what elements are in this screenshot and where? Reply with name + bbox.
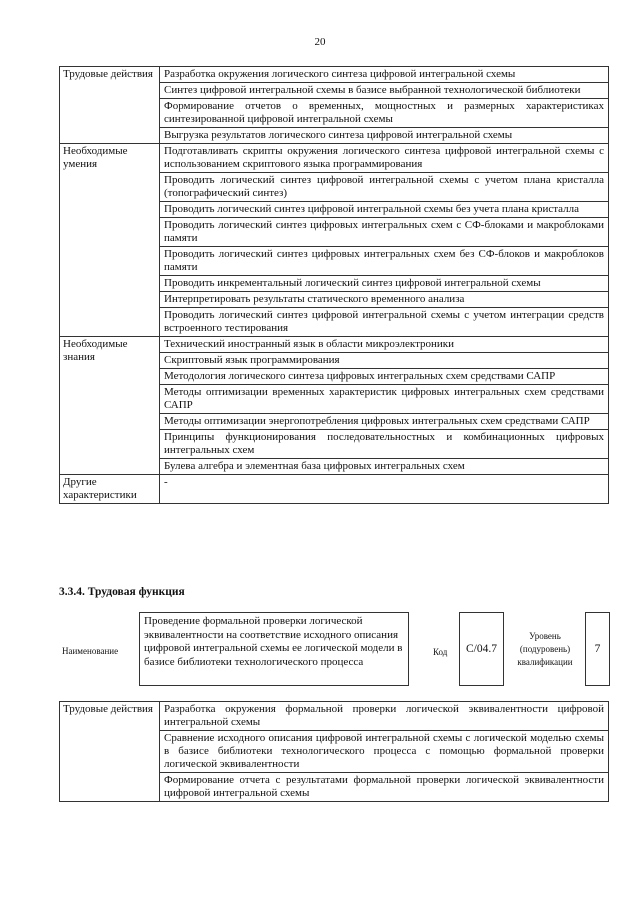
- qualification-level-label: Уровень (подуровень) квалификации: [517, 631, 573, 667]
- row-label-labor-actions: Трудовые действия: [60, 702, 160, 802]
- list-item: Подготавливать скрипты окружения логического синтеза цифровой интегральной схемы с использованием скриптового языка программирования: [160, 144, 609, 173]
- list-item: Скриптовый язык программирования: [160, 353, 609, 369]
- list-item: Разработка окружения логического синтеза цифровой интегральной схемы: [160, 67, 609, 83]
- page-number: 20: [314, 36, 326, 48]
- list-item: Разработка окружения формальной проверки логической эквивалентности цифровой интегральной схемы: [160, 702, 609, 731]
- list-item: Формирование отчета с результатами формальной проверки логической эквивалентности цифровой интегральной схемы: [160, 773, 609, 802]
- list-item: Методология логического синтеза цифровых интегральных схем средствами САПР: [160, 369, 609, 385]
- list-item: Проводить инкрементальный логический синтез цифровой интегральной схемы: [160, 276, 609, 292]
- list-item: Проводить логический синтез цифровых интегральных схем без СФ-блоков и макроблоков памяти: [160, 247, 609, 276]
- code-value: C/04.7: [459, 612, 504, 686]
- list-item: Проводить логический синтез цифровой интегральной схемы с учетом интеграции средств встроенного тестирования: [160, 308, 609, 337]
- table-row: [60, 475, 609, 504]
- list-item: Проводить логический синтез цифровых интегральных схем с СФ-блоками и макроблоками памяти: [160, 218, 609, 247]
- list-item: Формирование отчетов о временных, мощностных и размерных характеристиках синтезированной цифровой интегральной схемы: [160, 99, 609, 128]
- table-row: [60, 337, 609, 353]
- table-row: [60, 144, 609, 173]
- row-label-labor-actions: Трудовые действия: [60, 67, 160, 144]
- labor-function-table-2: [59, 701, 609, 802]
- table-row: [60, 702, 609, 731]
- list-item: Булева алгебра и элементная база цифровых интегральных схем: [160, 459, 609, 475]
- list-item: Принципы функционирования последовательностных и комбинационных цифровых интегральных схем: [160, 430, 609, 459]
- row-label-required-knowledge: Необходимые знания: [60, 337, 160, 475]
- labor-function-table-1: [59, 66, 609, 504]
- list-item: Технический иностранный язык в области микроэлектроники: [160, 337, 609, 353]
- list-item: Методы оптимизации временных характеристик цифровых интегральных схем средствами САПР: [160, 385, 609, 414]
- list-item: -: [160, 475, 609, 504]
- section-title: 3.3.4. Трудовая функция: [59, 586, 185, 598]
- list-item: Выгрузка результатов логического синтеза цифровой интегральной схемы: [160, 128, 609, 144]
- function-name-value: Проведение формальной проверки логической эквивалентности на соответствие исходного описания цифровой интегральной схемы ее логической модели в базисе библиотеки технологического процесса: [139, 612, 409, 686]
- row-label-other-characteristics: Другие характеристики: [60, 475, 160, 504]
- list-item: Методы оптимизации энергопотребления цифровых интегральных схем средствами САПР: [160, 414, 609, 430]
- row-label-required-skills: Необходимые умения: [60, 144, 160, 337]
- code-label: Код: [433, 647, 448, 657]
- qualification-level-value: 7: [585, 612, 610, 686]
- list-item: Проводить логический синтез цифровой интегральной схемы без учета плана кристалла: [160, 202, 609, 218]
- list-item: Синтез цифровой интегральной схемы в базисе выбранной технологической библиотеки: [160, 83, 609, 99]
- table-row: [60, 67, 609, 83]
- list-item: Интерпретировать результаты статического временного анализа: [160, 292, 609, 308]
- list-item: Проводить логический синтез цифровой интегральной схемы с учетом плана кристалла (топографический синтез): [160, 173, 609, 202]
- name-label: Наименование: [62, 646, 119, 656]
- list-item: Сравнение исходного описания цифровой интегральной схемы с логической моделью схемы в базисе библиотеки технологического процесса с помощью формальной проверки логической эквивалентности: [160, 731, 609, 773]
